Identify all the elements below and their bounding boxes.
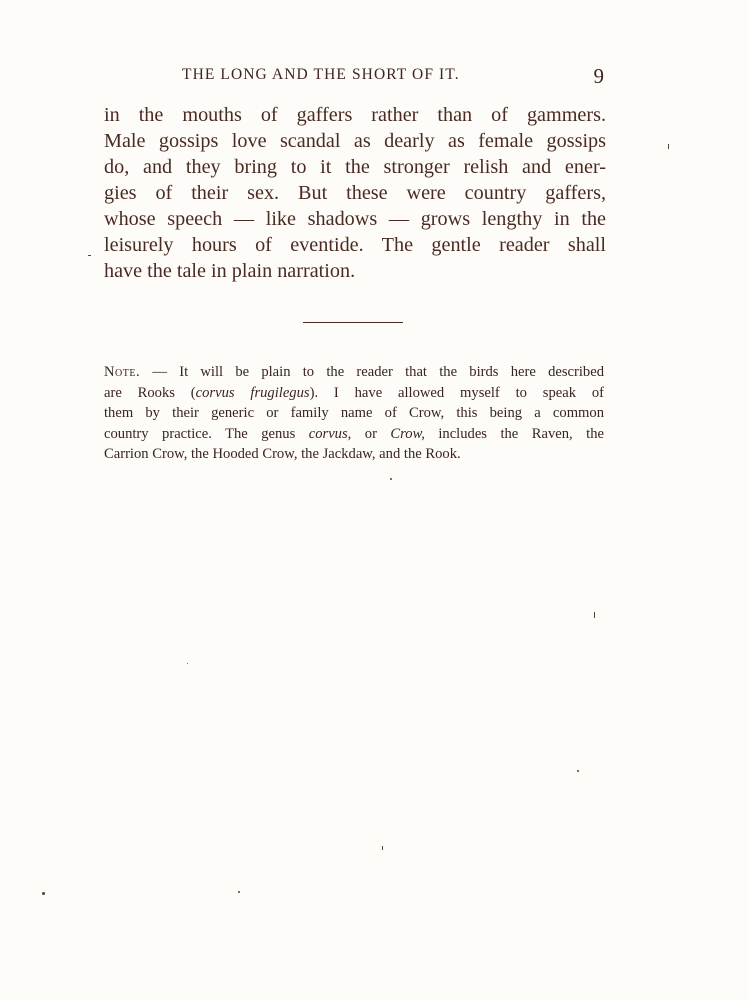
note-label: Note. <box>104 364 141 380</box>
note-line: Carrion Crow, the Hooded Crow, the Jackdaw, and the Rook. <box>104 446 461 462</box>
paper-speck <box>88 255 91 256</box>
body-line: gies of their sex. But these were country gaffers, <box>104 182 606 204</box>
body-line: Male gossips love scandal as dearly as female gossips <box>104 130 606 152</box>
body-line: leisurely hours of eventide. The gentle reader shall <box>104 234 606 256</box>
note-text: or <box>351 425 391 442</box>
body-line: have the tale in plain narration. <box>104 260 356 282</box>
paper-speck <box>187 663 188 664</box>
note-text: ). I have allowed myself to speak of <box>309 384 605 401</box>
paper-speck <box>390 478 392 480</box>
paper-speck <box>238 891 240 893</box>
footnote <box>104 362 604 465</box>
paper-speck <box>42 892 45 895</box>
note-line <box>104 383 604 404</box>
note-line: them by their generic or family name of Crow, this being a common <box>104 405 604 421</box>
note-line <box>104 424 604 445</box>
running-title: THE LONG AND THE SHORT OF IT. <box>182 66 460 83</box>
running-head <box>104 64 604 90</box>
body-line: whose speech — like shadows — grows lengthy in the <box>104 208 606 230</box>
body-paragraph <box>104 102 606 284</box>
note-text: — It will be plain to the reader that the birds here described <box>140 364 604 380</box>
note-line <box>104 362 604 383</box>
note-text: includes the Raven, the <box>424 425 604 442</box>
note-italic: corvus, <box>308 425 352 442</box>
paper-speck <box>577 770 579 772</box>
paper-speck <box>668 144 669 149</box>
note-text: country practice. The genus <box>104 425 309 442</box>
body-line: do, and they bring to it the stronger relish and ener- <box>104 156 606 178</box>
paper-speck <box>382 846 383 850</box>
paper-speck <box>594 612 595 618</box>
note-text: are Rooks ( <box>104 384 196 401</box>
note-italic: corvus frugilegus <box>195 384 310 401</box>
section-divider <box>303 322 403 323</box>
note-italic: Crow, <box>390 425 425 442</box>
body-line: in the mouths of gaffers rather than of gammers. <box>104 104 606 126</box>
page-number: 9 <box>593 64 604 88</box>
